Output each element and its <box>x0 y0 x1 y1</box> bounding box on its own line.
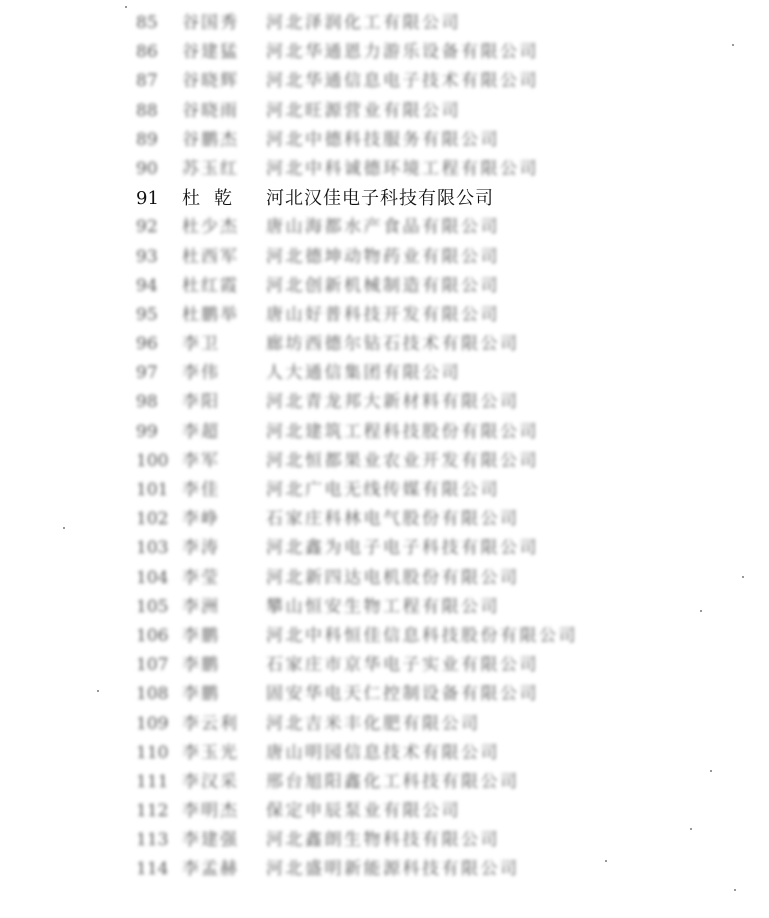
person-name: 谷建猛 <box>182 42 239 63</box>
entry-number: 104 <box>136 567 169 588</box>
person-name: 李云利 <box>182 713 239 734</box>
company-name: 河北中科诚德环境工程有限公司 <box>266 158 539 179</box>
company-name: 河北盛明新能源科技有限公司 <box>266 859 520 880</box>
company-name: 河北广电无线传媒有限公司 <box>266 480 500 500</box>
entry-number: 111 <box>136 771 169 792</box>
entry-number: 89 <box>136 129 158 150</box>
company-name: 河北恒都果业农业开发有限公司 <box>266 450 539 471</box>
person-name: 谷国秀 <box>182 13 239 33</box>
company-name: 邢台旭阳鑫化工科技有限公司 <box>266 771 520 792</box>
entry-number: 106 <box>136 625 169 646</box>
entry-number: 94 <box>136 275 158 296</box>
scan-speck <box>63 527 65 529</box>
person-name: 李军 <box>182 450 220 471</box>
company-name: 河北青龙邦大新材料有限公司 <box>266 392 520 413</box>
company-name: 石家庄市京华电子实业有限公司 <box>266 655 539 676</box>
scan-speck <box>742 576 744 578</box>
person-name: 李鹏 <box>182 655 220 676</box>
person-name: 李洲 <box>182 596 220 617</box>
company-name: 固安华电天仁控制设备有限公司 <box>266 684 539 705</box>
person-name: 李建强 <box>182 830 239 851</box>
company-name: 河北旺源营业有限公司 <box>266 100 461 121</box>
person-name: 杜鹏举 <box>182 304 239 325</box>
person-name: 李鹏 <box>182 684 220 705</box>
scan-speck <box>732 44 734 46</box>
entry-number: 96 <box>136 334 158 355</box>
entry-number: 91 <box>136 188 159 210</box>
company-name: 河北新四达电机股份有限公司 <box>266 567 520 588</box>
company-name: 人大通信集团有限公司 <box>266 363 461 384</box>
person-name: 李超 <box>182 421 220 442</box>
company-name: 河北中德科技服务有限公司 <box>266 129 500 150</box>
person-name: 苏玉红 <box>182 158 239 179</box>
entry-number: 103 <box>136 538 169 559</box>
person-name: 杜红霞 <box>182 275 239 296</box>
person-name: 杜西军 <box>182 246 239 267</box>
company-name: 河北建筑工程科技股份有限公司 <box>266 421 539 442</box>
entry-number: 107 <box>136 655 169 676</box>
entry-number: 88 <box>136 100 158 121</box>
scan-speck <box>605 860 607 862</box>
person-name: 谷晓雨 <box>182 100 239 121</box>
company-name: 唐山明园信息技术有限公司 <box>266 742 500 763</box>
entry-number: 100 <box>136 450 169 471</box>
entry-number: 92 <box>136 217 158 238</box>
person-name: 李明杰 <box>182 801 239 822</box>
company-name: 河北鑫为电子电子科技有限公司 <box>266 538 539 559</box>
entry-number: 108 <box>136 684 169 705</box>
scan-speck <box>97 690 99 692</box>
person-name: 李涛 <box>182 538 220 559</box>
entry-number: 97 <box>136 363 158 384</box>
company-name: 河北汉佳电子科技有限公司 <box>266 188 494 210</box>
entry-number: 113 <box>136 830 169 851</box>
company-name: 廊坊西德尔钻石技术有限公司 <box>266 334 520 355</box>
company-name: 河北中科恒佳信息科技股份有限公司 <box>266 625 578 646</box>
company-name: 河北华通恩力游乐设备有限公司 <box>266 42 539 63</box>
company-name: 河北鑫朗生物科技有限公司 <box>266 830 500 851</box>
company-name: 河北华通信息电子技术有限公司 <box>266 71 539 92</box>
entry-number: 93 <box>136 246 158 267</box>
person-name: 李莹 <box>182 567 220 588</box>
person-name: 杜乾 <box>182 188 246 210</box>
person-name: 李孟赫 <box>182 859 239 880</box>
person-name: 李峥 <box>182 509 220 530</box>
entry-number: 102 <box>136 509 169 530</box>
company-name: 石家庄科林电气股份有限公司 <box>266 509 520 530</box>
entry-number: 95 <box>136 304 158 325</box>
entry-number: 87 <box>136 71 158 92</box>
person-name: 李伟 <box>182 363 220 384</box>
entry-number: 101 <box>136 480 169 500</box>
person-name: 李卫 <box>182 334 220 355</box>
scan-speck <box>734 889 736 891</box>
person-name: 李佳 <box>182 480 220 500</box>
scan-speck <box>690 828 692 830</box>
entry-number: 105 <box>136 596 169 617</box>
company-name: 唐山海都水产食品有限公司 <box>266 217 500 238</box>
company-name: 保定申辰泵业有限公司 <box>266 801 461 822</box>
scan-speck <box>125 6 127 8</box>
company-name: 河北吉米丰化肥有限公司 <box>266 713 481 734</box>
company-name: 攀山恒安生物工程有限公司 <box>266 596 500 617</box>
person-name: 谷鹏杰 <box>182 129 239 150</box>
company-name: 河北泽润化工有限公司 <box>266 13 461 33</box>
scan-speck <box>700 610 702 612</box>
entry-number: 98 <box>136 392 158 413</box>
person-name: 李鹏 <box>182 625 220 646</box>
company-name: 河北德坤动物药业有限公司 <box>266 246 500 267</box>
entry-number: 85 <box>136 13 158 33</box>
company-name: 唐山好普科技开发有限公司 <box>266 304 500 325</box>
person-name: 李阳 <box>182 392 220 413</box>
entry-number: 109 <box>136 713 169 734</box>
entry-number: 86 <box>136 42 158 63</box>
entry-number: 112 <box>136 801 169 822</box>
entry-number: 90 <box>136 158 158 179</box>
person-name: 杜少杰 <box>182 217 239 238</box>
person-name: 李玉光 <box>182 742 239 763</box>
person-name: 谷晓辉 <box>182 71 239 92</box>
entry-number: 99 <box>136 421 158 442</box>
person-name: 李汉采 <box>182 771 239 792</box>
entry-number: 114 <box>136 859 169 880</box>
scan-speck <box>710 770 712 772</box>
company-name: 河北创新机械制造有限公司 <box>266 275 500 296</box>
entry-number: 110 <box>136 742 169 763</box>
